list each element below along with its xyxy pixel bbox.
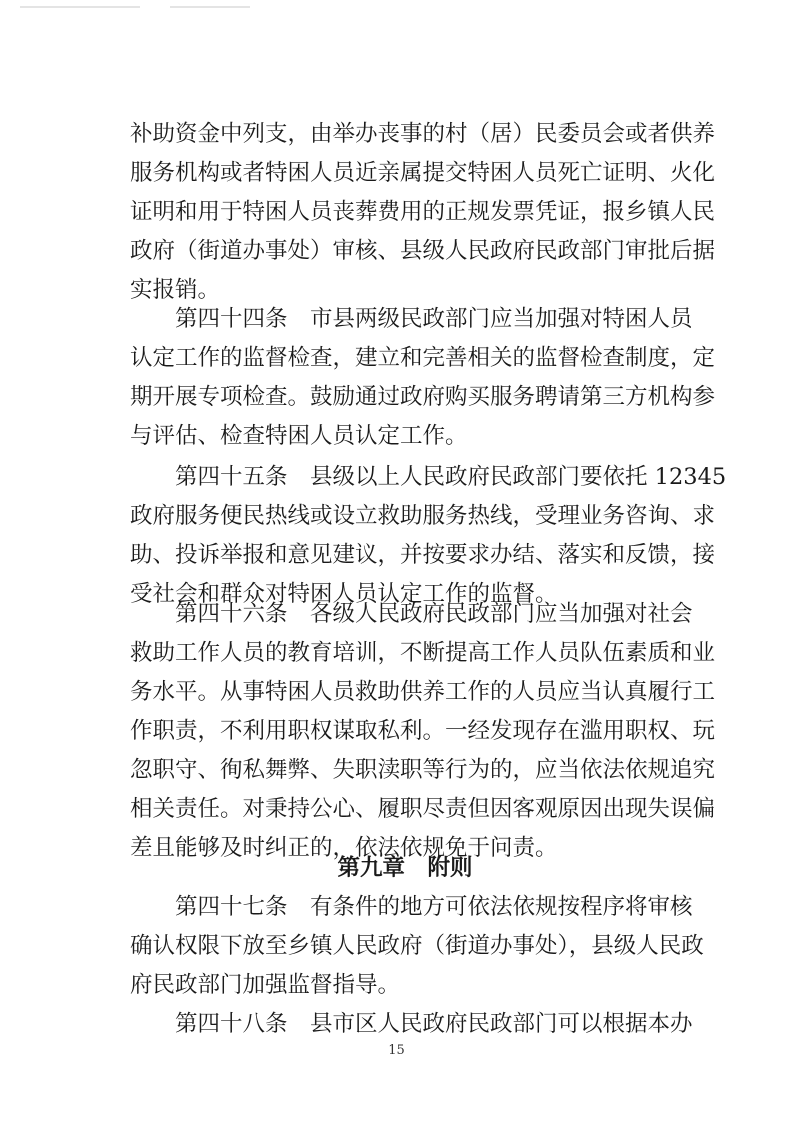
text-line: 政府（街道办事处）审核、县级人民政府民政部门审批后据 <box>130 238 716 264</box>
text-line: 与评估、检查特困人员认定工作。 <box>130 423 468 449</box>
scan-edge-mark <box>20 6 140 8</box>
article-48-line: 第四十八条 县市区人民政府民政部门可以根据本办 <box>175 1011 693 1037</box>
text-line: 补助资金中列支，由举办丧事的村（居）民委员会或者供养 <box>130 121 716 147</box>
text-line: 期开展专项检查。鼓励通过政府购买服务聘请第三方机构参 <box>130 384 716 410</box>
text-line: 务水平。从事特困人员救助供养工作的人员应当认真履行工 <box>130 679 716 705</box>
text-line: 忽职守、徇私舞弊、失职渎职等行为的，应当依法依规追究 <box>130 757 716 783</box>
text-line: 政府服务便民热线或设立救助服务热线，受理业务咨询、求 <box>130 503 716 529</box>
scan-edge-mark <box>170 6 250 8</box>
text-line: 证明和用于特困人员丧葬费用的正规发票凭证，报乡镇人民 <box>130 199 716 225</box>
text-line: 作职责，不利用职权谋取私利。一经发现存在滥用职权、玩 <box>130 718 716 744</box>
article-45-line: 第四十五条 县级以上人民政府民政部门要依托 12345 <box>175 464 727 490</box>
text-line: 实报销。 <box>130 277 221 303</box>
text-line: 受社会和群众对特困人员认定工作的监督。 <box>130 581 558 607</box>
text-line: 认定工作的监督检查，建立和完善相关的监督检查制度，定 <box>130 345 716 371</box>
article-47-line: 第四十七条 有条件的地方可依法依规按程序将审核 <box>175 894 693 920</box>
text-line: 确认权限下放至乡镇人民政府（街道办事处），县级人民政 <box>130 933 704 959</box>
text-line: 助、投诉举报和意见建议，并按要求办结、落实和反馈，接 <box>130 542 716 568</box>
page-number: 15 <box>388 1043 405 1058</box>
text-line: 府民政部门加强监督指导。 <box>130 972 401 998</box>
text-line: 救助工作人员的教育培训，不断提高工作人员队伍素质和业 <box>130 640 716 666</box>
article-44-line: 第四十四条 市县两级民政部门应当加强对特困人员 <box>175 306 693 332</box>
article-46-line: 第四十六条 各级人民政府民政部门应当加强对社会 <box>175 601 693 627</box>
chapter-heading: 第九章 附则 <box>337 855 473 881</box>
text-line: 服务机构或者特困人员近亲属提交特困人员死亡证明、火化 <box>130 160 716 186</box>
text-line: 相关责任。对秉持公心、履职尽责但因客观原因出现失误偏 <box>130 796 716 822</box>
text-line: 差且能够及时纠正的，依法依规免于问责。 <box>130 835 558 861</box>
